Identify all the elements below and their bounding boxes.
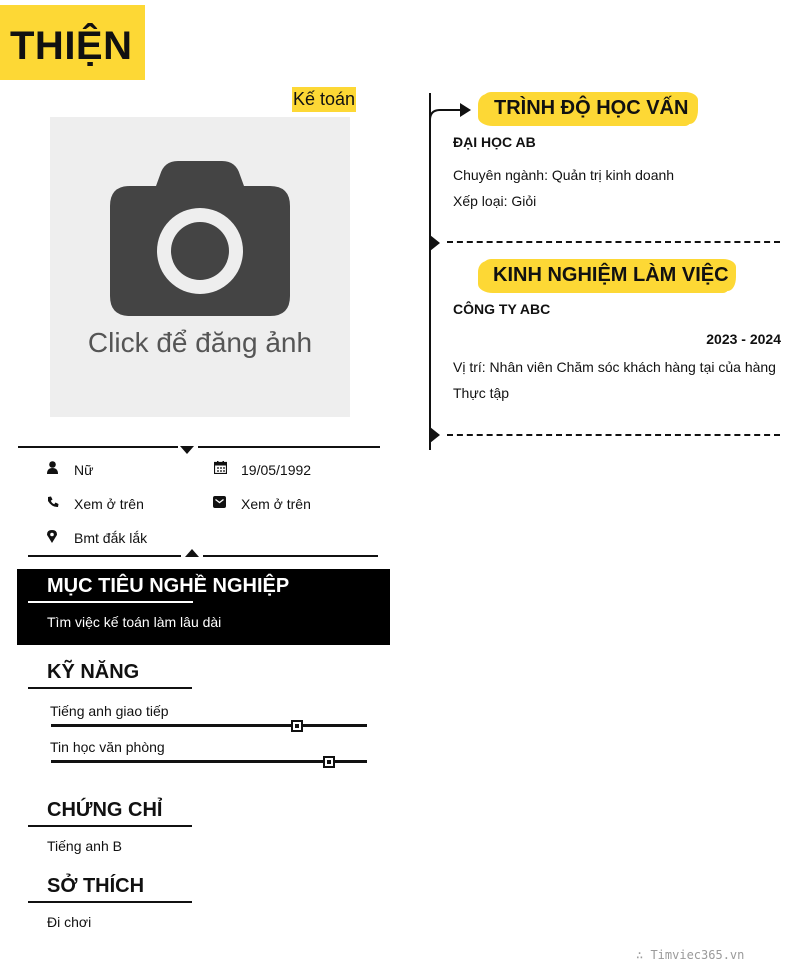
skill-level-handle[interactable] — [323, 756, 335, 768]
hobbies-title: SỞ THÍCH — [47, 875, 145, 897]
skills-title: KỸ NĂNG — [47, 661, 140, 683]
timeline-line — [429, 93, 431, 450]
skill-name: Tin học văn phòng — [50, 739, 165, 755]
candidate-name: THIỆN — [10, 24, 133, 68]
timeline-marker-icon — [430, 427, 440, 443]
user-icon — [47, 461, 58, 474]
address-value: Bmt đắk lắk — [74, 530, 148, 546]
skills-underline — [28, 687, 192, 689]
email-icon — [213, 496, 226, 508]
experience-title: KINH NGHIỆM LÀM VIỆC — [493, 264, 729, 286]
timeline-arrow-icon — [430, 100, 472, 122]
section-separator — [447, 241, 780, 243]
job-type-text: Thực tập — [453, 385, 510, 401]
name-banner — [0, 5, 145, 80]
info-divider-top-left — [18, 446, 178, 448]
objective-text: Tìm việc kế toán làm lâu dài — [47, 614, 222, 630]
birthday-value: 19/05/1992 — [241, 462, 312, 478]
school-name: ĐẠI HỌC AB — [453, 134, 536, 150]
info-divider-top-right — [198, 446, 380, 448]
skill-bar — [51, 760, 367, 763]
company-name: CÔNG TY ABC — [453, 301, 551, 317]
work-period: 2023 - 2024 — [706, 331, 781, 347]
photo-upload[interactable] — [50, 117, 350, 417]
education-title: TRÌNH ĐỘ HỌC VẤN — [494, 97, 689, 119]
calendar-icon — [214, 461, 227, 474]
skill-name: Tiếng anh giao tiếp — [50, 703, 169, 719]
hobby-item: Đi chơi — [47, 914, 92, 930]
certificates-underline — [28, 825, 192, 827]
objective-underline — [28, 601, 193, 603]
timeline-marker-icon — [430, 235, 440, 251]
skill-level-handle[interactable] — [291, 720, 303, 732]
location-icon — [47, 530, 57, 543]
hobbies-underline — [28, 901, 192, 903]
section-separator — [447, 434, 780, 436]
rank-text: Xếp loại: Giỏi — [453, 193, 537, 209]
objective-section — [17, 569, 390, 645]
info-divider-bottom-left — [28, 555, 181, 557]
info-divider-bottom-right — [203, 555, 378, 557]
certificate-item: Tiếng anh B — [47, 838, 122, 854]
email-value: Xem ở trên — [241, 496, 311, 512]
gender-value: Nữ — [74, 462, 94, 478]
job-title: Kế toán — [292, 87, 356, 112]
phone-icon — [47, 496, 59, 508]
divider-arrow-down — [180, 446, 194, 454]
position-text: Vị trí: Nhân viên Chăm sóc khách hàng tại của hàng — [453, 359, 776, 375]
major-text: Chuyên ngành: Quản trị kinh doanh — [453, 167, 675, 183]
photo-caption: Click để đăng ảnh — [87, 327, 313, 358]
watermark: ∴ Timviec365.vn — [636, 948, 745, 962]
divider-arrow-up — [185, 549, 199, 557]
phone-value: Xem ở trên — [74, 496, 144, 512]
camera-icon — [110, 161, 290, 321]
skill-bar — [51, 724, 367, 727]
certificates-title: CHỨNG CHỈ — [47, 799, 163, 821]
objective-title: MỤC TIÊU NGHỀ NGHIỆP — [47, 575, 290, 597]
